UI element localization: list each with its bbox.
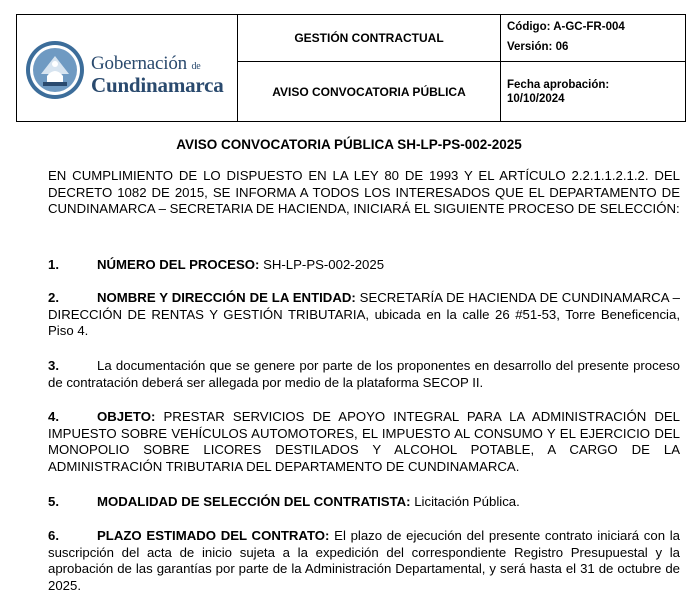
item-label: MODALIDAD DE SELECCIÓN DEL CONTRATISTA: <box>97 494 411 509</box>
metadata-cell <box>501 15 686 122</box>
approval-info <box>507 78 609 106</box>
item-5 <box>48 494 680 511</box>
item-text: SH-LP-PS-002-2025 <box>259 257 385 272</box>
item-number: 2. <box>48 290 59 305</box>
section-title: GESTIÓN CONTRACTUAL <box>238 15 500 62</box>
item-label: NOMBRE Y DIRECCIÓN DE LA ENTIDAD: <box>97 290 356 305</box>
item-1 <box>48 257 680 274</box>
document-type: AVISO CONVOCATORIA PÚBLICA <box>272 84 466 99</box>
metadata-divider <box>500 61 685 62</box>
item-text: PRESTAR SERVICIOS DE APOYO INTEGRAL PARA LA ADMINISTRACIÓN DEL IMPUESTO SOBRE VEHÍCULOS AUTOMOTORES, EL IMPUESTO AL CONSUMO Y EL EJERCICIO DEL MONOPOLIO SOBRE LICORES DESTILADOS Y ALCOHOL POTABLE, A CARGO DE LA ADMINISTRACIÓN TRIBUTARIA DEL DEPARTAMENTO DE CUNDINAMARCA. <box>48 409 680 474</box>
item-2 <box>48 290 680 340</box>
item-text: La documentación que se genere por parte de los proponentes en desarrollo del presente proceso de contratación deberá ser allegada por medio de la plataforma SECOP II. <box>48 358 680 390</box>
logo-line2: Cundinamarca <box>91 73 224 97</box>
document-title: AVISO CONVOCATORIA PÚBLICA SH-LP-PS-002-2025 <box>176 137 522 152</box>
item-6 <box>48 528 680 594</box>
title-cell <box>238 15 501 122</box>
item-label: PLAZO ESTIMADO DEL CONTRATO: <box>97 528 330 543</box>
item-label: OBJETO: <box>97 409 156 424</box>
item-3 <box>48 358 680 391</box>
approval-label: Fecha aprobación: <box>507 79 610 91</box>
logo-cell <box>17 15 238 122</box>
logo-line1-suffix: de <box>191 61 201 72</box>
coat-of-arms-icon <box>25 40 85 100</box>
item-number: 4. <box>48 409 59 424</box>
intro-paragraph: EN CUMPLIMIENTO DE LO DISPUESTO EN LA LEY 80 DE 1993 Y EL ARTÍCULO 2.2.1.1.2.1.2. DEL DECRETO 1082 DE 2015, SE INFORMA A TODOS LOS INTERESADOS QUE EL DEPARTAMENTO DE CUNDINAMARCA – SECRETARIA DE HACIENDA, INICIARÁ EL SIGUIENTE PROCESO DE SELECCIÓN: <box>48 168 680 216</box>
item-number: 1. <box>48 257 59 272</box>
document-code: Código: A-GC-FR-004 <box>507 21 625 33</box>
gobernacion-logo <box>17 15 237 121</box>
document-version: Versión: 06 <box>507 41 569 53</box>
item-text: SECRETARÍA DE HACIENDA DE CUNDINAMARCA – DIRECCIÓN DE RENTAS Y GESTIÓN TRIBUTARIA, ubicada en la calle 26 #51-53, Torre Beneficencia, Piso 4. <box>48 290 680 338</box>
item-label: NÚMERO DEL PROCESO: <box>97 257 260 272</box>
item-number: 6. <box>48 528 59 543</box>
document-header <box>16 14 686 122</box>
item-text: Licitación Pública. <box>410 494 520 509</box>
approval-date: 10/10/2024 <box>507 93 565 105</box>
item-number: 5. <box>48 494 59 509</box>
item-4 <box>48 409 680 475</box>
logo-line1: Gobernación <box>91 53 187 74</box>
item-text: El plazo de ejecución del presente contrato iniciará con la suscripción del acta de inicio sujeta a la expedición del correspondiente Registro Presupuestal y la aprobación de las garantías por parte de la Administración Departamental, y será hasta el 31 de octubre de 2025. <box>48 528 680 593</box>
item-number: 3. <box>48 358 59 373</box>
